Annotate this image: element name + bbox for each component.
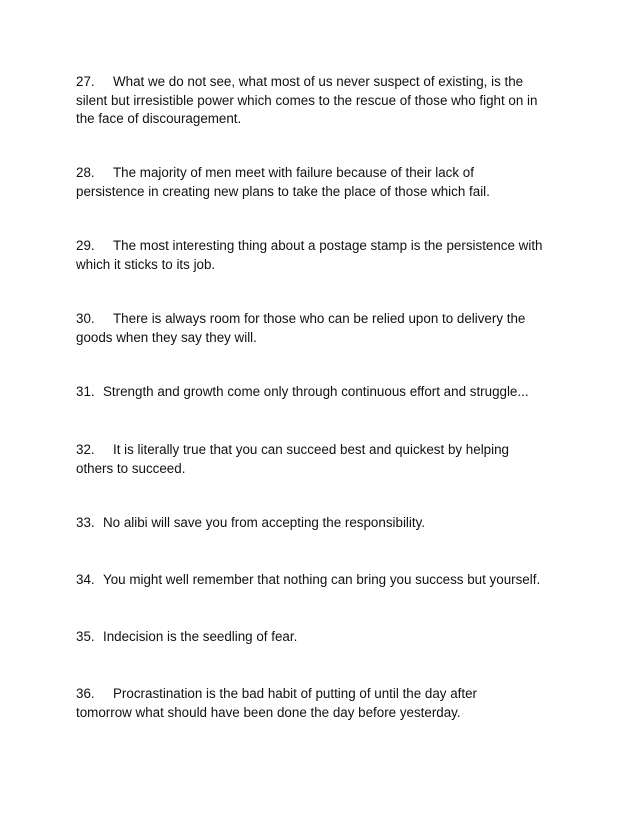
quote-number: 34.	[76, 572, 95, 587]
quote-36	[76, 685, 516, 722]
quote-30	[76, 310, 546, 347]
quote-text: Strength and growth come only through continuous effort and struggle...	[103, 384, 529, 399]
quote-31	[76, 383, 546, 402]
quote-number: 36.	[76, 686, 95, 701]
quote-29	[76, 237, 546, 274]
quote-text: The majority of men meet with failure because of their lack of persistence in creating new plans to take the place of those which fail.	[76, 165, 490, 199]
quote-text: Procrastination is the bad habit of putting of until the day after tomorrow what should have been done the day before yesterday.	[76, 686, 478, 720]
quote-34	[76, 571, 546, 590]
quote-text: What we do not see, what most of us never suspect of existing, is the silent but irresistible power which comes to the rescue of those who fight on in the face of discouragement.	[76, 74, 538, 126]
quote-number: 35.	[76, 629, 95, 644]
quote-number: 33.	[76, 515, 95, 530]
quote-text: Indecision is the seedling of fear.	[103, 629, 298, 644]
quote-number: 30.	[76, 311, 95, 326]
quote-number: 32.	[76, 442, 95, 457]
quote-number: 29.	[76, 238, 95, 253]
quote-27	[76, 73, 546, 129]
quote-text: No alibi will save you from accepting the responsibility.	[103, 515, 426, 530]
quote-35	[76, 628, 546, 647]
quote-text: It is literally true that you can succeed best and quickest by helping others to succeed.	[76, 442, 509, 476]
quote-number: 27.	[76, 74, 95, 89]
quote-33	[76, 514, 546, 533]
quote-number: 31.	[76, 384, 95, 399]
quote-text: There is always room for those who can be relied upon to delivery the goods when they say they will.	[76, 311, 526, 345]
quote-32	[76, 441, 528, 478]
quote-text: You might well remember that nothing can bring you success but yourself.	[103, 572, 541, 587]
quote-text: The most interesting thing about a postage stamp is the persistence with which it sticks to its job.	[76, 238, 543, 272]
quote-28	[76, 164, 526, 201]
quote-number: 28.	[76, 165, 95, 180]
